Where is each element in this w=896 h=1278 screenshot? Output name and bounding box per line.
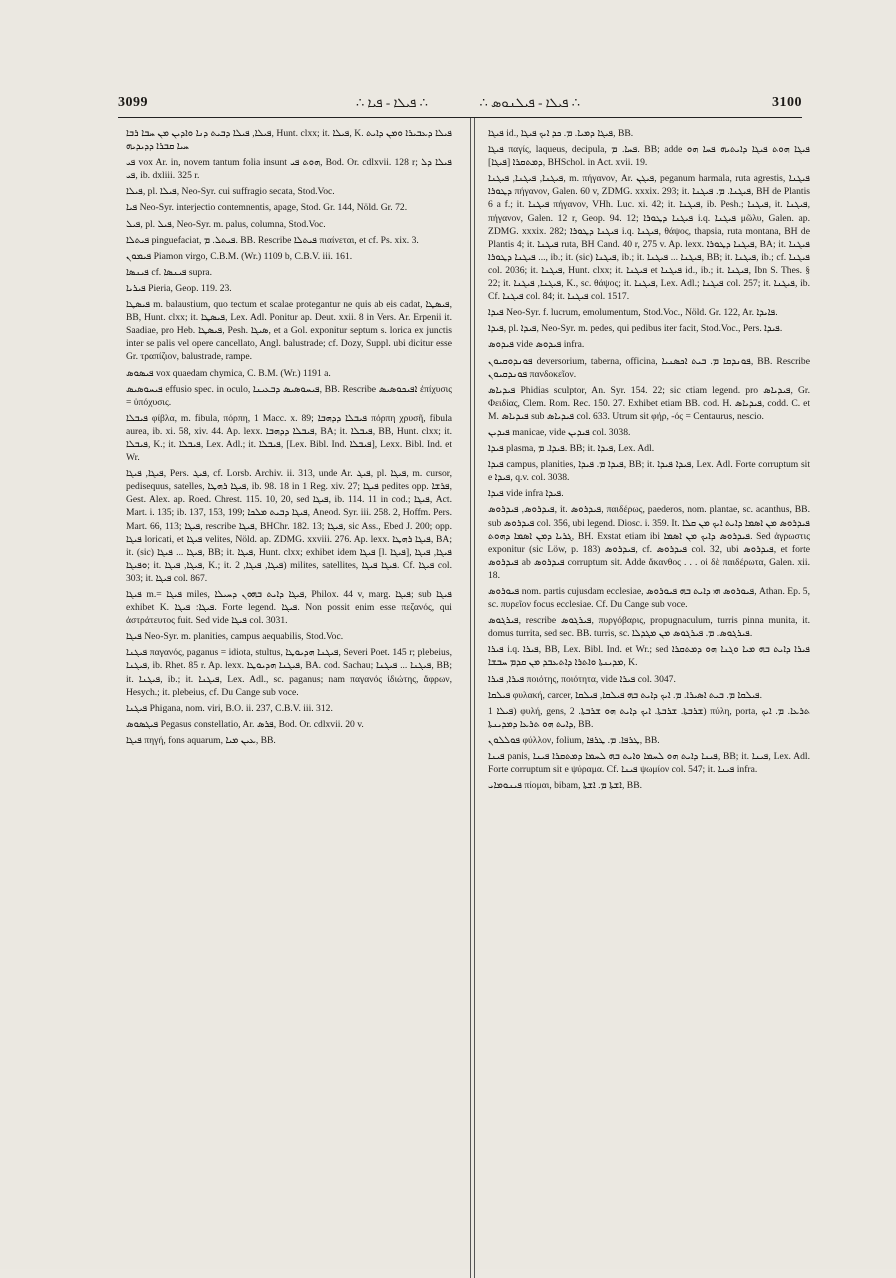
dictionary-entry: ܦܝܢܣܐ cf. ܦܝܢܣܐ supra.: [126, 266, 213, 278]
dictionary-entry: ܦܝܠܐ 1) φυλή, gens, ܫܪܒܬܐ. ܫܪܒܬܐ. ܐܝܟ ܕܐܝܬ ܗܘ ܫܪܒܬܐ. 2) πύλη, porta, ܬܪܥܐ. ܡ. ܐܝܟ ܕܐܝܬ ܗܘ ܬܪܥܐ ܕܡܕܝܢܬܐ, BB.: [488, 705, 810, 730]
dictionary-entry: ܦܝܕܐ vide infra ܦܝܕܐ.: [488, 488, 564, 500]
dictionary-entry: ܦܝܣܘܣ vox quaedam chymica, C. B.M. (Wr.) 1191 a.: [126, 367, 331, 379]
dictionary-entry: ܦܝܢܘܡܐܝ πίομαι, bibam, ܐܫܬܐ ܡ. ܐܫܬܐ, BB.: [488, 780, 642, 792]
dictionary-entry: ܦܝܪܝܐ Pieria, Geop. 119. 23.: [126, 282, 232, 294]
dictionary-entry: ܦܘܢܕܘܩܝܘܢ deversorium, taberna, officina, ܦܘܢܕܩܐ ܡ. ܒܝܬ ܐܟܣܢܝܐ, BB. Rescribe ܦܘܢܕܩܝܘܢ πανδοκεῖον.: [488, 355, 810, 380]
dictionary-entry: ܦܘܠܠܘܢ φύλλον, folium, ܛܪܦܐ. ܡ. ܛܪܦܐ, BB.: [488, 734, 660, 746]
dictionary-entry: ܦܝܚܘܣܝܣ effusio spec. in oculo, ܦܝܚܘܣܝܣ ܕܒܥܝܢܐ, BB. Rescribe ܐܦܝܟܘܣܝܣ ἐπίχυσις = ὑπόχυσις.: [126, 383, 452, 408]
dictionary-entry: ܦܝܓܐ id., ܦܝܓܐ ܕܡܝܐ. ܡ. ܟܕ ܐܝܟ ܦܝܓܐ, BB.: [488, 128, 634, 139]
dictionary-entry: ܦܝܒܠܐ φίβλα, m. fibula, πόρπη, 1 Macc. x. 89; ܦܝܒܠܐ ܕܕܗܒܐ πόρπη χρυσῆ, fibula aurea, ib. xi. 58, xiv. 44. Ap. lexx. ܦܝܒܠܐ ܕܕܗܒܐ, BA; it. ܦܝܒܠܐ, BB, Hunt. clxx; it. ܦܝܒܠܐ, K.; it. ܦܝܒܠܐ, Lex. Adl.; it. ܦܝܒܠܐ, [Lex. Bibl. Ind. ܦܝܒܠܐ], Lexx. Bibl. Ind. et Wr.: [126, 412, 452, 464]
dictionary-entry: ܦܝܢܐ panis, ܦܝܢܐ ܕܐܝܬ ܗܘ ܠܚܡܐ ܘܐܝܬ ܒܗ ܠܚܡܐ ܕܡܬܩܪܐ ܦܝܢܐ, BB; it. ܦܝܢܐ, Lex. Adl. Forte corruptum sit e ψύραμα. Cf. ܦܝܢܐ ψωμίον col. 547; it. ܦܝܢܐ infra.: [488, 751, 810, 776]
dictionary-entry: ܦܝܐ Neo-Syr. interjectio contemnentis, apage, Stod. Gr. 144, Nöld. Gr. 72.: [126, 202, 408, 214]
right-column: [488, 127, 810, 795]
dictionary-entry: ܦܝܡܘܢ Piamon virgo, C.B.M. (Wr.) 1109 b, C.B.V. iii. 161.: [126, 250, 353, 262]
dictionary-entry: ܦܝܪܐ i.q. ܦܝܪܐ, BB, Lex. Bibl. Ind. et Wr.; sed ܦܝܪܐ ܕܐܝܬ ܒܗ ܡܝܐ ܘܓܢܐ ܗܘ ܕܡܬܩܪܐ ܡܕܝܢܬܐ ܘܐܬܪܐ ܕܐܬܥܒܕ ܡܢ ܩܕܡ ܚܒܫܐ, K.: [488, 644, 810, 669]
running-head-right: ∴ ܦܝܠܐ - ܦܝܠܢܘܣ ∴: [479, 95, 580, 110]
dictionary-entry: ܦܝܠܩܐ φυλακή, carcer, ܦܝܠܩܐ ܡ. ܒܝܬ ܐܣܝܪܐ. ܡ. ܐܝܟ ܕܐܝܬ ܒܗ ܦܝܠܩܐ, ܦܝܠܩܐ.: [488, 689, 763, 701]
column-divider: [474, 118, 475, 1278]
dictionary-entry: ܦܝܠܐ, pl. ܦܝܠܐ, Neo-Syr. cui suffragio secata, Stod.Voc.: [126, 186, 335, 198]
page-number-left: 3099: [118, 95, 148, 110]
dictionary-entry: ܦܝܓܐ Neo-Syr. m. planities, campus aequabilis, Stod.Voc.: [126, 631, 344, 643]
dictionary-entry: ܦܝܠ, pl. ܦܝܠ, Neo-Syr. m. palus, columna, Stod.Voc.: [126, 218, 326, 230]
dictionary-entry: ܦܝܕܝܢ manicae, vide ܦܝܕܝܢ col. 3038.: [488, 426, 631, 438]
dictionary-entry: ܦܝܕܐ, pl. ܦܝܕܐ, Neo-Syr. m. pedes, qui pedibus iter facit, Stod.Voc., Pers. ܦܝܕܐ.: [488, 323, 783, 335]
running-head-left: ∴ ܦܝܠܐ - ܦܝܐ ∴: [356, 95, 428, 110]
column-divider: [470, 118, 471, 1278]
dictionary-entry: ܦܝܕܪܘܣ, ܦܝܕܪܘܣ, it. ܦܝܕܪܘܣ, παιδέρως, paederos, nom. plantae, sc. acanthus, BB. sub ܦܝܕܪܘܣ col. 356, ubi legend. Diosc. i. 359. It. ܦܝܕܪܘܣ ܡܢ ܐܣܡܐ ܕܐܝܬ ܐܝܟ ܡܢ ܩܠܐ ܓܪܝܐ ܕܡܢ ܐܣܡܐ ܕܗܘܬ, BH. Exstat etiam ibi ܦܝܕܪܘܣ ܕܐܝܟ ܡܢ ܐܣܡܐ. Sed ἀγρωστις exponitur (sic Löw, p. 183) ܦܝܕܪܘܣ, cf. ܦܝܕܪܘܣ col. 32, ubi ܦܝܕܪܘܣ, et forte ܦܝܕܪܘܣ ab ܦܝܕܪܘܣ corruptum sit. Adde ἄκανθος . . . οἱ δὲ παιδέρωτα, Galen. xii. 18.: [488, 504, 811, 581]
page-header: [118, 95, 802, 115]
dictionary-entry: ܦܝܓܐ παγίς, laqueus, decipula, ܦܚܐ. ܡ. BB; adde ܦܝܓܐ ܗܘܬ ܦܝܓܐ ܕܐܝܬܝܗ ܦܚܐ ܗܘ ܕܡܬܩܪܐ [ܦܝܓܐ], BHSchol. in Act. xvii. 19.: [488, 144, 811, 169]
dictionary-entry: ܦܝܕܐ campus, planities, ܦܝܕܐ ܡ. ܦܝܕܐ, BB; it. ܦܝܕܐ ܦܝܕܐ, Lex. Adl. Forte corruptum sit e ܦܝܕܐ, q.v. col. 3038.: [488, 459, 811, 484]
dictionary-entry: ܦܝܓܐ πηγή, fons aquarum, ܥܝܢ ܡܝܐ, BB.: [126, 734, 276, 746]
page-number-right: 3100: [772, 95, 802, 110]
dictionary-entry: ܦܝܬܠܐ pinguefaciat, ܦܝܬܠ. ܡ. BB. Rescribe ܦܝܬܠܐ πιαίνεται, et cf. Ps. xix. 3.: [126, 234, 419, 246]
dictionary-entry: ܦܝܕܐ plasma, ܦܝܕܐ. ܡ. BB; it. ܦܝܕܐ, Lex. Adl.: [488, 443, 655, 455]
dictionary-entry: ܦܝܪܓܘܣ, rescribe ܦܝܪܓܘܣ, πυργόβαρις, propugnaculum, turris pinna munita, it. domus turrita, sed sec. BB. turris, sc. ܦܝܪܓܘܣ. ܡ. ܦܝܪܓܘܣ ܡܢ ܡܓܕܠܐ.: [488, 615, 810, 640]
left-column: [126, 127, 452, 750]
dictionary-entry: ܦܝܕܐ Neo-Syr. f. lucrum, emolumentum, Stod.Voc., Nöld. Gr. 122, Ar. ܦܐܝܕܐ.: [488, 307, 778, 319]
dictionary-entry: ܦܝ vox Ar. in, novem tantum folia insunt ܗܘܬ ܦܝ, Bod. Or. cdlxvii. 128 r; ܦܝܠܐ ܕܠ ܦܝ, ib. dxliii. 325 r.: [126, 157, 452, 182]
dictionary-entry: ܦܝܓܢܐ, ܦܝܓܢܐ, ܦܝܓܢܐ, m. πήγανον, Ar. ܦܝܓܢ, peganum harmala, ruta agrestis, ܦܝܓܢܐ ܕܛܘܪܐ πήγανον, Galen. 60 v, ZDMG. xxxix. 293; it. ܦܝܓܢܐ. ܡ. ܦܝܓܢܐ, BH de Plantis 6 a f.; it. ܦܝܓܢܐ πήγανον, VHh. Luc. xi. 42; it. ܦܝܓܢܐ, ib. Pesh.; ܦܝܓܢܐ, it. ܦܝܓܢܐ, πήγανον, Galen. 12 r, Geop. 94. 12; ܦܝܓܢܐ ܕܛܘܪܐ i.q. ܦܝܓܢܐ μῶλυ, Galen. ap. ZDMG. xxxix. 282; ܦܝܓܢܐ ܕܛܘܪܐ i.q. ܦܝܓܢܐ, θάψος, thapsia, ruta montana, BH de Plantis 4; it. ܦܝܓܢܐ ruta, BH Cand. 40 r, 275 v. Ap. lexx. ܦܝܓܢܐ ܕܛܘܪܐ, BA; it. ܦܝܓܢܐ ... ܦܝܓܢܐ ܕܛܘܪܐ, ib.; it. (sic) ܦܝܓܢܐ, ib.; it. ܦܝܓܢܐ ... ܦܝܓܢܐ, BB; it. ܦܝܓܢܐ, ib.; cf. ܦܝܓܢܐ col. 2036; it. ܦܝܓܢܐ, Hunt. clxx; it. ܦܝܓܢܐ et ܦܝܓܢܐ id., ib.; it. ܦܝܓܢܐ, Ibn S. Thes. § 22; it. ܦܝܓܢܐ, ܦܝܓܢܐ, K., sc. θάψος; it. ܦܝܓܢܐ, Lex. Adl.; ܦܝܓܢܐ col. 257; it. ܦܝܓܢܐ, ib. Cf. ܦܝܓܢܐ col. 84; it. ܦܝܓܢܐ col. 1517.: [488, 173, 810, 303]
dictionary-entry: ܦܝܓܐ, ܦܝܓܐ, Pers. ܦܝܓ, cf. Lorsb. Archiv. ii. 313, unde Ar. ܦܝܓ, pl. ܦܝܓܐ, m. cursor, pedisequus, satelles, ܦܝܓܐ ܪܗܛܐ, ib. 98. 18 in 1 Reg. xiv. 27; ܦܝܓܐ pedites opp. ܦܪܫܐ, Gest. Alex. ap. Roed. Chrest. 115. 10, 20, sed ܦܝܓܐ, ib. 114. 11 in cod.; ܦܝܓܐ, Act. Mart. i. 135; ib. 137, 153, 199; ܦܝܓܐ ܕܒܝܬ ܡܠܟܐ, Aneod. Syr. iii. 258. 2, Hoffm. Pers. Mart. 66, 113; ܦܝܓܐ, rescribe ܦܝܓܐ, BHChr. 182. 13; ܦܝܓܐ, sic Ass., Ebed J. 200; opp. ܦܝܓܐ loricati, et ܦܝܓܐ velites, Nöld. ap. ZDMG. xxviii. 276. Ap. lexx. ܦܝܓܐ ܪܗܛܐ, BA; it. (sic) ܦܝܓܐ ... ܦܝܓܐ, BB; it. ܦܝܓܐ, Hunt. clxx; exhibet idem ܦܝܓܐ [l. ܦܝܓܐ], ܦܝܓܐ, ܦܝܓܐ ܘܦܝܓܐ; it. ܦܝܓܐ, ܦܝܓܐ, K.; it. ܦܝܓܐ, ܦܝܓܐ, 2) milites, satellites, ܦܝܓܐ ܦܝܓܐ. Cf. ܦܝܓܐ col. 303; it. ܦܝܓܐ col. 867.: [126, 468, 453, 584]
dictionary-entry: ܦܝܕܘܣ vide ܦܝܕܘܣ infra.: [488, 339, 585, 351]
dictionary-entry: ܦܝܓܣܘܣ Pegasus constellatio, Ar. ܦܪܣ, Bod. Or. cdlxvii. 20 v.: [126, 718, 364, 730]
dictionary-entry: ܦܝܓܢܐ παγανός, paganus = idiota, stultus, ܦܝܓܢܐ ܗܕܝܘܛܐ, Severi Poet. 145 r; plebeius, ܦܝܓܢܐ, ib. Rhet. 85 r. Ap. lexx. ܦܝܓܢܐ ܗܕܝܘܛܐ, BA. cod. Sachau; ܦܝܓܢܐ ... ܦܝܓܢܐ, BB; it. ܦܝܓܢܐ, ib.; it. ܦܝܓܢܐ, Lex. Adl., sc. paganus; nam παγανός ἰδιώτης, ἄφρων, Hesych.; it. plebeius, cf. Du Cange sub voce.: [126, 647, 453, 698]
dictionary-entry: ܦܝܓܢܐ Phigana, nom. viri, B.O. ii. 237, C.B.V. iii. 312.: [126, 702, 333, 714]
header-rule: [118, 117, 802, 118]
dictionary-entry: ܦܝܠܐ, ܦܝܠܐ ܕܒܝܬ ܕܢܐ ܘܐܕܝܢ ܡܢ ܚܒܐ ܪܒܐ, Hunt. clxx; it. ܦܝܠܐ, K. ܦܝܠܐ ܕܥܒܝܪܐ ܘܡܢ ܕܐܝܬ ܚܝܐ ܩܒܪܐ ܕܕܝܕܝܗ: [126, 128, 452, 153]
dictionary-entry: ܦܝܣܛܐ m. balaustium, quo tectum et scalae protegantur ne quis ab eis cadat, ܦܝܣܛܐ, BB, Hunt. clxx; it. ܦܝܣܛܐ, Lex. Adl. Ponitur ap. Deut. xxii. 8 in Vers. Ar. Erpenii it. Saadiae, pro Heb. ܦܝܣܛܐ, Pesh. ܣܝܓܐ, et a Gol. exponitur septum s. lorica ex junctis inter se palis vel opere cancellato, Angl. balustrade; cf. Dozy, Suppl. ubi dicitur esse Gr. τραπίζιον, balustrade, rampe.: [126, 299, 452, 363]
dictionary-entry: ܦܝܕܝܐܣ Phidias sculptor, An. Syr. 154. 22; sic ctiam legend. pro ܦܝܕܝܐܣ, Gr. Φειδίας, Clem. Rom. Rec. 150. 27. Exhibet etiam BB. cod. H. ܦܝܕܝܐܣ, codd. C. et M. ܦܝܕܝܐܣ sub ܦܝܕܝܐܣ col. 633. Utrum sit φήρ, -ός = Centaurus, nescio.: [488, 384, 810, 422]
dictionary-entry: ܦܝܪܐ, ܦܝܪܐ ποιότης, ποιότητα, vide ܦܝܪܐ col. 3047.: [488, 673, 676, 685]
dictionary-entry: ܦܝܓܐ m.= ܦܝܓܐ miles, ܦܝܓܐ ܕܐܝܬ ܒܗܘܢ ܕܚܝܠܐ, Philox. 44 v, marg. ܦܝܓܐ; sub ܦܝܓܐ exhibet K. ܦܝܓܐ: ܦܝܓܐ. Forte legend. ܦܝܓܐ. Non possit enim esse πεζανός, qui ἀστράτευτος fuit. Sed vide ܦܝܓܐ col. 3031.: [126, 589, 453, 627]
dictionary-entry: ܦܝܘܪܘܣ nom. partis cujusdam ecclesiae, ܦܝܘܪܘܣ ܗܝ ܕܐܝܬ ܒܗ ܦܝܘܪܘܣ, Athan. Ep. 5, sc. πυρεῖον focus ecclesiae. Cf. Du Cange sub voce.: [488, 586, 810, 611]
